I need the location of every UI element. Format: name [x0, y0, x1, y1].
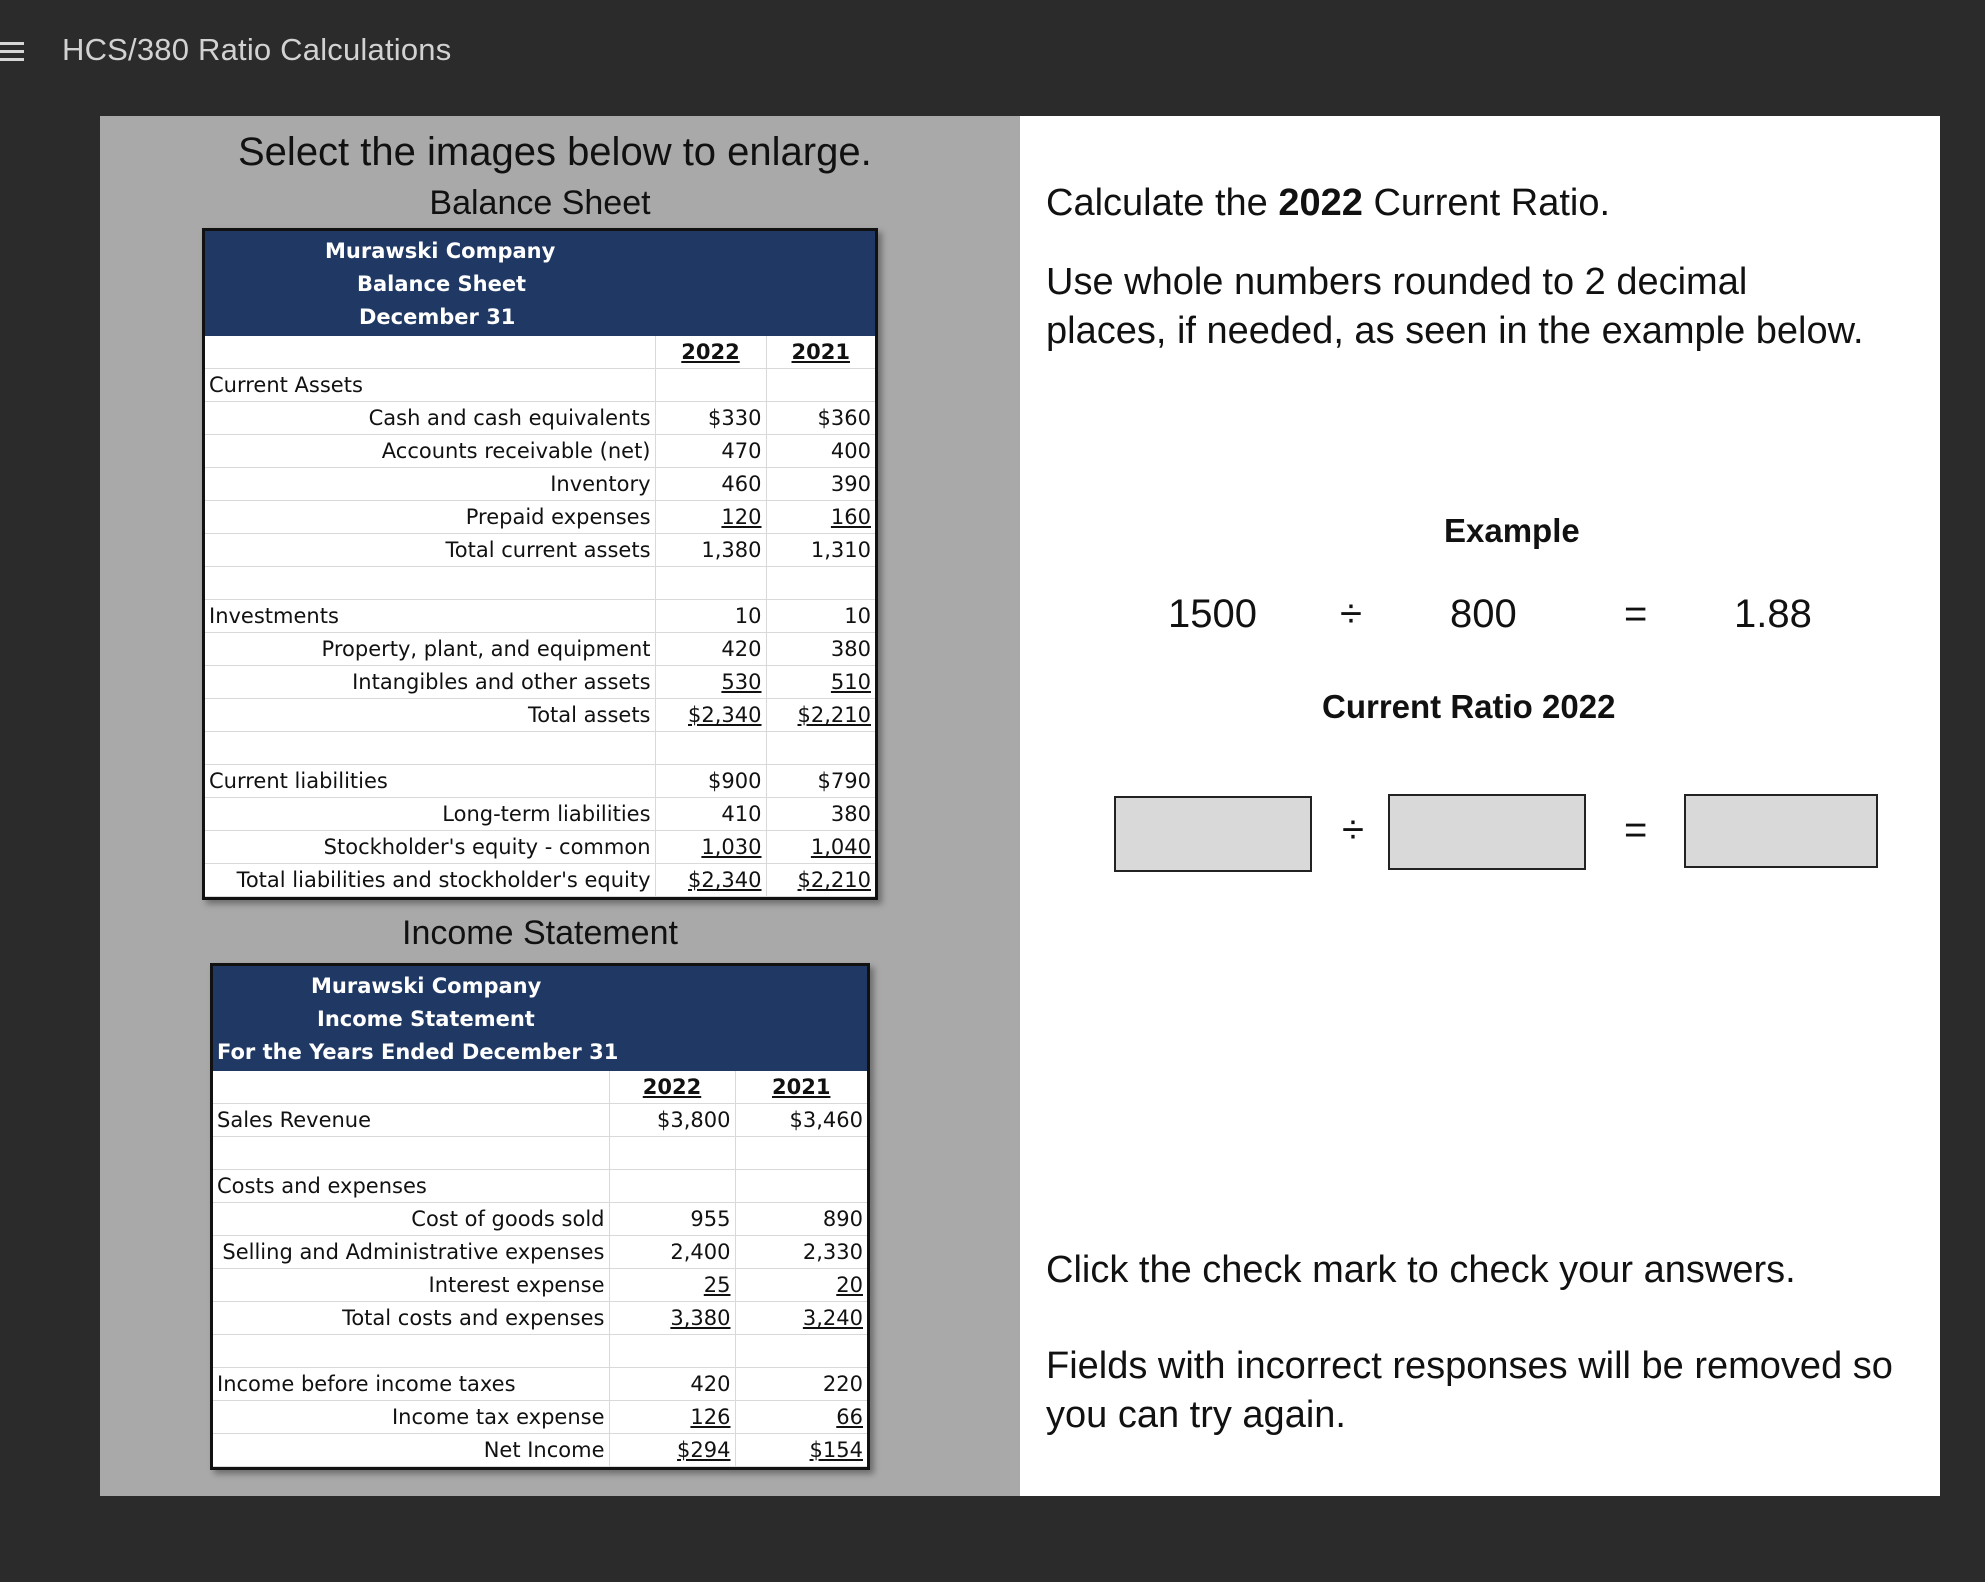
value-2022: $330 — [655, 402, 766, 435]
balance-sheet-caption: Balance Sheet — [429, 184, 651, 222]
year-header: 2022 — [609, 1071, 735, 1104]
table-row — [213, 1137, 867, 1170]
underlined-value: 25 — [703, 1273, 731, 1297]
table-row — [213, 1104, 867, 1137]
row-label: Intangibles and other assets — [205, 666, 655, 699]
underlined-value: 510 — [830, 670, 871, 694]
table-row — [205, 501, 875, 534]
table-row — [213, 1071, 867, 1104]
title-prefix: Calculate the — [1046, 182, 1279, 224]
underlined-value: 160 — [830, 505, 871, 529]
income-statement-header — [213, 966, 867, 1071]
divide-sign: ÷ — [1342, 808, 1364, 852]
year-header: 2021 — [766, 336, 875, 369]
question-title — [1046, 182, 1610, 225]
value-2022 — [609, 1302, 735, 1335]
row-label: Current liabilities — [205, 765, 655, 798]
row-label: Cash and cash equivalents — [205, 402, 655, 435]
row-label: Prepaid expenses — [205, 501, 655, 534]
underlined-value: 120 — [721, 505, 762, 529]
result-input[interactable] — [1684, 794, 1878, 868]
row-label — [205, 567, 655, 600]
value-2021: 380 — [766, 633, 875, 666]
enlarge-instruction: Select the images below to enlarge. — [238, 130, 872, 174]
table-row — [205, 699, 875, 732]
value-2022 — [609, 1335, 735, 1368]
value-2021 — [735, 1269, 867, 1302]
value-2021 — [766, 369, 875, 402]
table-row — [213, 1434, 867, 1467]
value-2022 — [609, 1434, 735, 1467]
title-suffix: Current Ratio. — [1362, 182, 1611, 224]
value-2021: 220 — [735, 1368, 867, 1401]
value-2022 — [609, 1170, 735, 1203]
menu-icon[interactable] — [0, 42, 24, 62]
row-label: Cost of goods sold — [213, 1203, 609, 1236]
value-2021: $3,460 — [735, 1104, 867, 1137]
table-row — [205, 600, 875, 633]
balance-sheet-table — [205, 336, 875, 897]
year-header: 2022 — [655, 336, 766, 369]
value-2021 — [735, 1170, 867, 1203]
table-row — [213, 1335, 867, 1368]
value-2022 — [655, 864, 766, 897]
value-2021 — [766, 699, 875, 732]
value-2021: $790 — [766, 765, 875, 798]
year-header: 2021 — [735, 1071, 867, 1104]
example-label: Example — [1444, 512, 1580, 549]
value-2021 — [766, 501, 875, 534]
table-row — [205, 369, 875, 402]
value-2022: 10 — [655, 600, 766, 633]
current-ratio-label: Current Ratio 2022 — [1322, 688, 1616, 725]
table-row — [213, 1401, 867, 1434]
company-name: Murawski Company — [311, 974, 542, 998]
row-label: Selling and Administrative expenses — [213, 1236, 609, 1269]
check-note: Click the check mark to check your answers. — [1046, 1249, 1796, 1291]
value-2021 — [735, 1335, 867, 1368]
value-2021 — [735, 1302, 867, 1335]
underlined-value: $2,340 — [688, 868, 762, 892]
income-statement-image[interactable] — [210, 963, 870, 1470]
value-2022 — [655, 732, 766, 765]
row-label: Interest expense — [213, 1269, 609, 1302]
row-label — [213, 1137, 609, 1170]
value-2022 — [655, 831, 766, 864]
value-2021 — [766, 831, 875, 864]
underlined-value: $2,210 — [797, 868, 871, 892]
value-2021: $360 — [766, 402, 875, 435]
statement-name: Income Statement — [317, 1007, 535, 1031]
statement-name: Balance Sheet — [357, 272, 527, 296]
row-label: Sales Revenue — [213, 1104, 609, 1137]
table-row — [205, 633, 875, 666]
table-row — [205, 864, 875, 897]
underlined-value: 1,040 — [810, 835, 871, 859]
value-2022 — [609, 1401, 735, 1434]
table-row — [213, 1302, 867, 1335]
row-label: Net Income — [213, 1434, 609, 1467]
row-label — [213, 1335, 609, 1368]
table-row — [205, 435, 875, 468]
title-year: 2022 — [1278, 182, 1363, 224]
value-2021: 890 — [735, 1203, 867, 1236]
row-label: Stockholder's equity - common — [205, 831, 655, 864]
table-row — [205, 831, 875, 864]
balance-sheet-image[interactable] — [202, 228, 878, 900]
row-label: Total liabilities and stockholder's equity — [205, 864, 655, 897]
statement-period: For the Years Ended December 31 — [217, 1040, 619, 1064]
row-label: Current Assets — [205, 369, 655, 402]
table-row — [213, 1170, 867, 1203]
value-2022: $3,800 — [609, 1104, 735, 1137]
balance-sheet-header — [205, 231, 875, 336]
value-2021: 1,310 — [766, 534, 875, 567]
underlined-value: 3,380 — [670, 1306, 731, 1330]
underlined-value: 126 — [690, 1405, 731, 1429]
underlined-value: $2,210 — [797, 703, 871, 727]
table-row — [205, 336, 875, 369]
value-2021: 10 — [766, 600, 875, 633]
value-2022 — [609, 1269, 735, 1302]
value-2022: 420 — [655, 633, 766, 666]
value-2022 — [655, 501, 766, 534]
denominator-input[interactable] — [1388, 794, 1586, 870]
row-label: Accounts receivable (net) — [205, 435, 655, 468]
retry-note: Fields with incorrect responses will be removed so you can try again. — [1046, 1345, 1893, 1436]
underlined-value: 20 — [836, 1273, 863, 1297]
top-bar — [0, 0, 1985, 100]
table-row — [205, 666, 875, 699]
numerator-input[interactable] — [1114, 796, 1312, 872]
table-row — [205, 534, 875, 567]
table-row — [213, 1368, 867, 1401]
row-label: Total costs and expenses — [213, 1302, 609, 1335]
example-result: 1.88 — [1734, 592, 1812, 636]
underlined-value: $294 — [677, 1438, 731, 1462]
row-label: Investments — [205, 600, 655, 633]
row-label: Inventory — [205, 468, 655, 501]
table-row — [205, 765, 875, 798]
table-row — [213, 1203, 867, 1236]
table-row — [205, 567, 875, 600]
row-label: Total current assets — [205, 534, 655, 567]
value-2022: 1,380 — [655, 534, 766, 567]
question-panel — [1020, 116, 1940, 1496]
value-2022 — [655, 567, 766, 600]
value-2022 — [655, 666, 766, 699]
table-row — [213, 1236, 867, 1269]
value-2022: 420 — [609, 1368, 735, 1401]
underlined-value: 3,240 — [802, 1306, 863, 1330]
value-2021 — [766, 567, 875, 600]
row-label: Costs and expenses — [213, 1170, 609, 1203]
value-2022 — [655, 369, 766, 402]
underlined-value: 1,030 — [701, 835, 762, 859]
value-2021: 400 — [766, 435, 875, 468]
example-denominator: 800 — [1450, 592, 1517, 636]
value-2022 — [655, 699, 766, 732]
table-row — [213, 1269, 867, 1302]
example-divide-sign: ÷ — [1340, 592, 1362, 636]
underlined-value: $2,340 — [688, 703, 762, 727]
underlined-value: 66 — [836, 1405, 863, 1429]
table-row — [205, 732, 875, 765]
value-2022: 410 — [655, 798, 766, 831]
statements-panel — [100, 116, 1020, 1496]
income-statement-caption: Income Statement — [402, 914, 678, 952]
row-label: Total assets — [205, 699, 655, 732]
value-2022: 2,400 — [609, 1236, 735, 1269]
row-label: Long-term liabilities — [205, 798, 655, 831]
value-2021 — [766, 864, 875, 897]
value-2022 — [609, 1137, 735, 1170]
company-name: Murawski Company — [325, 239, 556, 263]
value-2021 — [766, 666, 875, 699]
value-2021 — [735, 1401, 867, 1434]
example-equals-sign: = — [1624, 592, 1648, 636]
value-2022: 460 — [655, 468, 766, 501]
table-row — [205, 468, 875, 501]
equals-sign: = — [1624, 808, 1648, 852]
value-2022: $900 — [655, 765, 766, 798]
income-statement-table — [213, 1071, 867, 1467]
value-2021: 380 — [766, 798, 875, 831]
app-title: HCS/380 Ratio Calculations — [62, 32, 452, 67]
value-2021: 2,330 — [735, 1236, 867, 1269]
underlined-value: 530 — [721, 670, 762, 694]
row-label: Income before income taxes — [213, 1368, 609, 1401]
question-instructions: Use whole numbers rounded to 2 decimal places, if needed, as seen in the example below. — [1046, 261, 1864, 352]
value-2022: 470 — [655, 435, 766, 468]
table-row — [205, 798, 875, 831]
value-2022: 955 — [609, 1203, 735, 1236]
statement-date: December 31 — [359, 305, 516, 329]
table-row — [205, 402, 875, 435]
value-2021: 390 — [766, 468, 875, 501]
row-label — [205, 732, 655, 765]
value-2021 — [735, 1137, 867, 1170]
value-2021 — [735, 1434, 867, 1467]
row-label: Property, plant, and equipment — [205, 633, 655, 666]
underlined-value: $154 — [809, 1438, 863, 1462]
example-numerator: 1500 — [1168, 592, 1257, 636]
value-2021 — [766, 732, 875, 765]
row-label: Income tax expense — [213, 1401, 609, 1434]
